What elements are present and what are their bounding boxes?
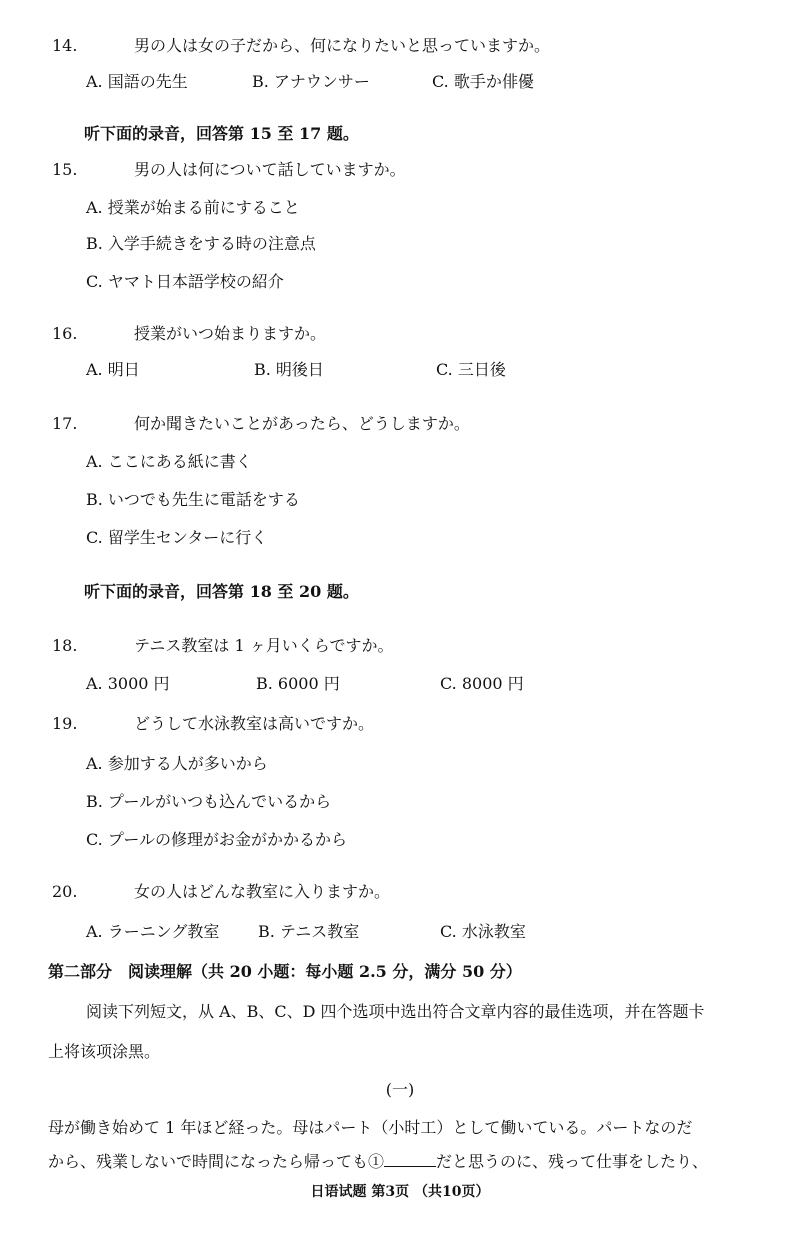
question-text: どうして水泳教室は高いですか。 [134, 714, 375, 733]
option-14c: C. 歌手か俳優 [432, 72, 534, 91]
question-number: 15. [52, 160, 78, 179]
question-16 [52, 324, 327, 344]
option-20a: A. ラーニング教室 [86, 922, 220, 941]
option-17b: B. いつでも先生に電話をする [86, 490, 300, 509]
option-17c: C. 留学生センターに行く [86, 528, 268, 547]
option-19a: A. 参加する人が多いから [86, 754, 268, 773]
question-text: テニス教室は 1 ヶ月いくらですか。 [134, 636, 394, 655]
question-text: 男の人は何について話していますか。 [134, 160, 406, 179]
question-text: 授業がいつ始まりますか。 [134, 324, 327, 343]
question-number: 17. [52, 414, 78, 433]
option-20b: B. テニス教室 [258, 922, 360, 941]
reading-instruction-line2: 上将该项涂黑。 [48, 1042, 161, 1061]
option-20c: C. 水泳教室 [440, 922, 526, 941]
question-number: 14. [52, 36, 78, 55]
question-15 [52, 160, 406, 180]
question-18 [52, 636, 394, 656]
passage-number: (一) [385, 1080, 415, 1099]
option-18c: C. 8000 円 [440, 674, 524, 693]
option-14a: A. 国語の先生 [86, 72, 188, 91]
question-text: 女の人はどんな教室に入りますか。 [134, 882, 391, 901]
option-15b: B. 入学手続きをする時の注意点 [86, 234, 316, 253]
option-18a: A. 3000 円 [86, 674, 170, 693]
option-18b: B. 6000 円 [256, 674, 340, 693]
option-19c: C. プールの修理がお金がかかるから [86, 830, 348, 849]
question-14 [52, 36, 551, 56]
reading-instruction-line1: 阅读下列短文，从 A、B、C、D 四个选项中选出符合文章内容的最佳选项，并在答题卡 [86, 1002, 705, 1021]
page-footer: 日语试题 第3页 （共10页） [310, 1184, 490, 1200]
option-14b: B. アナウンサー [252, 72, 370, 91]
question-text: 何か聞きたいことがあったら、どうしますか。 [134, 414, 470, 433]
passage-line2-start: から、残業しないで時間になったら帰っても① [48, 1152, 385, 1171]
instruction-15-17: 听下面的录音，回答第 15 至 17 题。 [84, 124, 359, 143]
question-number: 16. [52, 324, 78, 343]
instruction-18-20: 听下面的录音，回答第 18 至 20 题。 [84, 582, 359, 601]
question-number: 20. [52, 882, 78, 901]
question-17 [52, 414, 470, 434]
option-17a: A. ここにある紙に書く [86, 452, 252, 471]
question-20 [52, 882, 391, 902]
passage-line2-end: だと思うのに、残って仕事をしたり、 [436, 1152, 709, 1171]
option-15a: A. 授業が始まる前にすること [86, 198, 300, 217]
question-text: 男の人は女の子だから、何になりたいと思っていますか。 [134, 36, 551, 55]
question-19 [52, 714, 375, 734]
question-number: 18. [52, 636, 78, 655]
option-19b: B. プールがいつも込んでいるから [86, 792, 332, 811]
section-heading: 第二部分 阅读理解（共 20 小题：每小题 2.5 分，满分 50 分） [48, 962, 522, 981]
option-15c: C. ヤマト日本語学校の紹介 [86, 272, 284, 291]
option-16b: B. 明後日 [254, 360, 324, 379]
question-number: 19. [52, 714, 78, 733]
passage-line2 [48, 1152, 708, 1172]
passage-line1: 母が働き始めて 1 年ほど経った。母はパート（小时工）として働いている。パートなのだ [48, 1118, 693, 1137]
option-16c: C. 三日後 [436, 360, 506, 379]
answer-blank [384, 1152, 436, 1167]
option-16a: A. 明日 [86, 360, 140, 379]
